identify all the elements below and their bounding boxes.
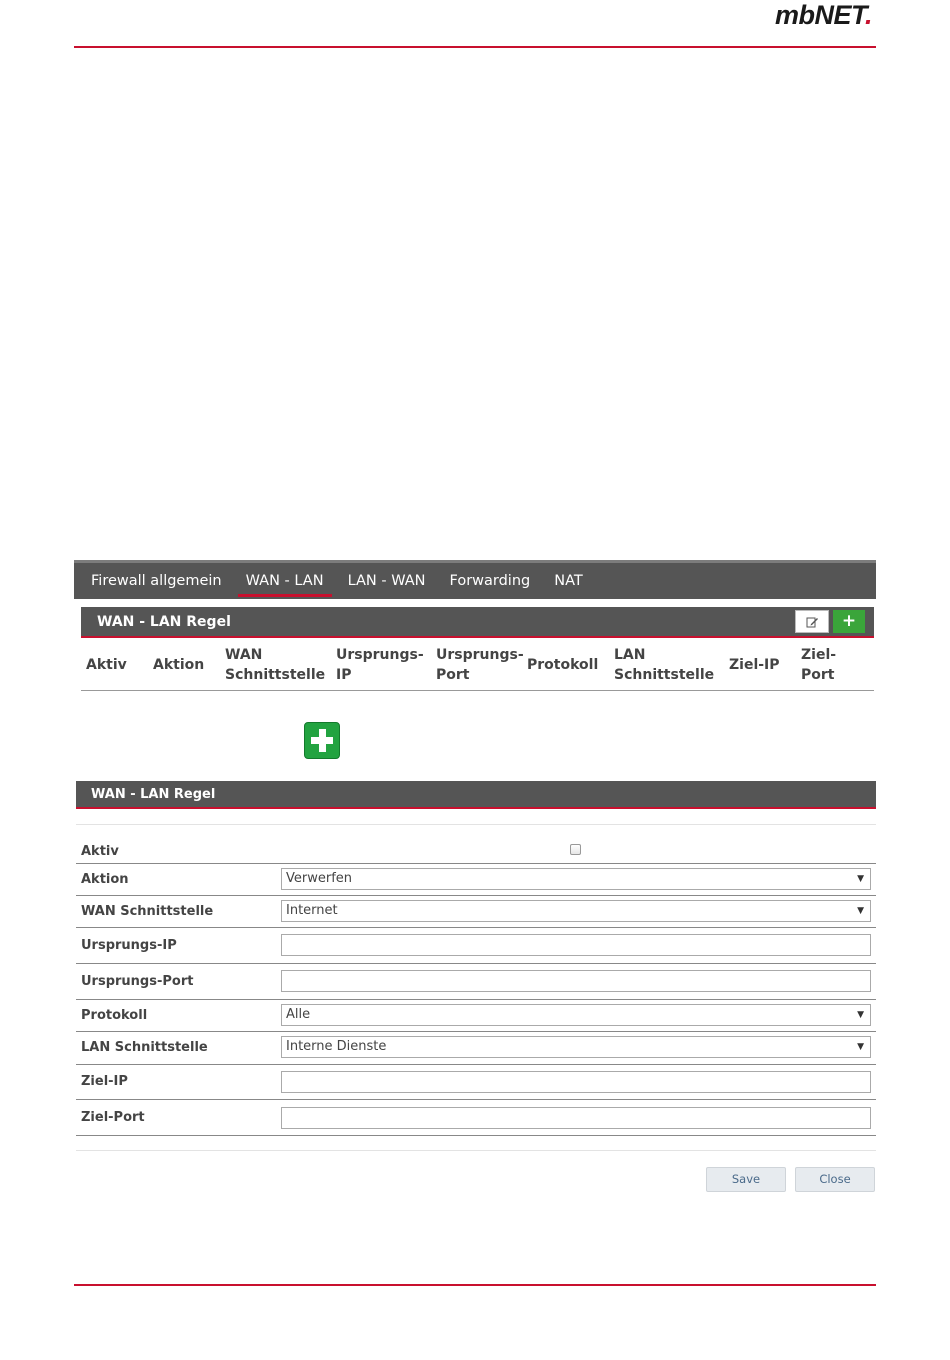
col-ziel-port: Ziel- Port	[801, 647, 837, 683]
form-row-aktiv	[76, 838, 876, 864]
edit-icon	[806, 616, 819, 628]
protokoll-label: Protokoll	[81, 1008, 148, 1023]
protokoll-value: Alle	[286, 1007, 311, 1022]
save-button[interactable]: Save	[706, 1167, 786, 1192]
form-row-aktion	[76, 864, 876, 896]
col-wan-schnittstelle: WAN Schnittstelle	[225, 647, 326, 683]
lan-value: Interne Dienste	[286, 1039, 387, 1054]
form-row-src-port	[76, 964, 876, 1000]
dst-port-label: Ziel-Port	[81, 1110, 145, 1125]
footer-divider	[74, 1284, 876, 1286]
aktion-label: Aktion	[81, 872, 129, 887]
protokoll-select[interactable]	[281, 1004, 871, 1026]
dst-ip-label: Ziel-IP	[81, 1074, 128, 1089]
rules-panel-title: WAN - LAN Regel	[97, 614, 231, 630]
form-row-wan	[76, 896, 876, 928]
header-divider	[74, 46, 876, 48]
aktion-value: Verwerfen	[286, 871, 353, 886]
form-row-lan	[76, 1032, 876, 1065]
chevron-down-icon: ▼	[857, 906, 864, 916]
col-ziel-ip: Ziel-IP	[729, 657, 780, 673]
src-ip-input[interactable]	[281, 934, 871, 956]
src-port-label: Ursprungs-Port	[81, 974, 194, 989]
rules-panel-header	[81, 607, 874, 638]
plus-icon: +	[841, 611, 857, 631]
dst-port-input[interactable]	[281, 1107, 871, 1129]
chevron-down-icon: ▼	[857, 1010, 864, 1020]
aktiv-checkbox[interactable]	[570, 844, 581, 855]
tab-nat[interactable]: NAT	[554, 573, 583, 589]
edit-rules-button[interactable]	[795, 610, 829, 633]
logo-text: mbNET	[774, 0, 865, 30]
col-aktiv: Aktiv	[86, 657, 127, 673]
tab-lan-wan[interactable]: LAN - WAN	[347, 573, 426, 589]
firewall-tab-bar	[74, 560, 876, 599]
col-ursprungs-ip: Ursprungs- IP	[336, 647, 424, 683]
form-row-protokoll	[76, 1000, 876, 1032]
col-aktion: Aktion	[153, 657, 205, 673]
chevron-down-icon: ▼	[857, 874, 864, 884]
aktiv-label: Aktiv	[81, 844, 119, 859]
form-panel-title: WAN - LAN Regel	[91, 787, 216, 802]
big-add-button[interactable]	[304, 722, 340, 759]
chevron-down-icon: ▼	[857, 1042, 864, 1052]
col-protokoll: Protokoll	[527, 657, 599, 673]
col-ursprungs-port: Ursprungs- Port	[436, 647, 524, 683]
mbnet-logo	[775, 0, 872, 30]
close-button[interactable]: Close	[795, 1167, 875, 1192]
form-row-dst-ip	[76, 1065, 876, 1100]
wan-value: Internet	[286, 903, 338, 918]
wan-select[interactable]	[281, 900, 871, 922]
col-lan-schnittstelle: LAN Schnittstelle	[614, 647, 715, 683]
aktion-select[interactable]	[281, 868, 871, 890]
lan-select[interactable]	[281, 1036, 871, 1058]
wan-label: WAN Schnittstelle	[81, 904, 214, 919]
src-ip-label: Ursprungs-IP	[81, 938, 177, 953]
logo-dot: .	[864, 0, 872, 30]
form-bottom-divider	[76, 1150, 876, 1151]
form-top-divider	[76, 824, 876, 825]
lan-label: LAN Schnittstelle	[81, 1040, 208, 1055]
tab-firewall-allgemein[interactable]: Firewall allgemein	[91, 573, 222, 589]
add-rule-button[interactable]	[833, 610, 865, 633]
form-panel-header	[76, 781, 876, 809]
src-port-input[interactable]	[281, 970, 871, 992]
dst-ip-input[interactable]	[281, 1071, 871, 1093]
rules-table-header	[81, 640, 874, 691]
form-row-src-ip	[76, 928, 876, 964]
tab-forwarding[interactable]: Forwarding	[449, 573, 531, 589]
form-row-dst-port	[76, 1100, 876, 1136]
tab-wan-lan[interactable]: WAN - LAN	[234, 563, 336, 599]
